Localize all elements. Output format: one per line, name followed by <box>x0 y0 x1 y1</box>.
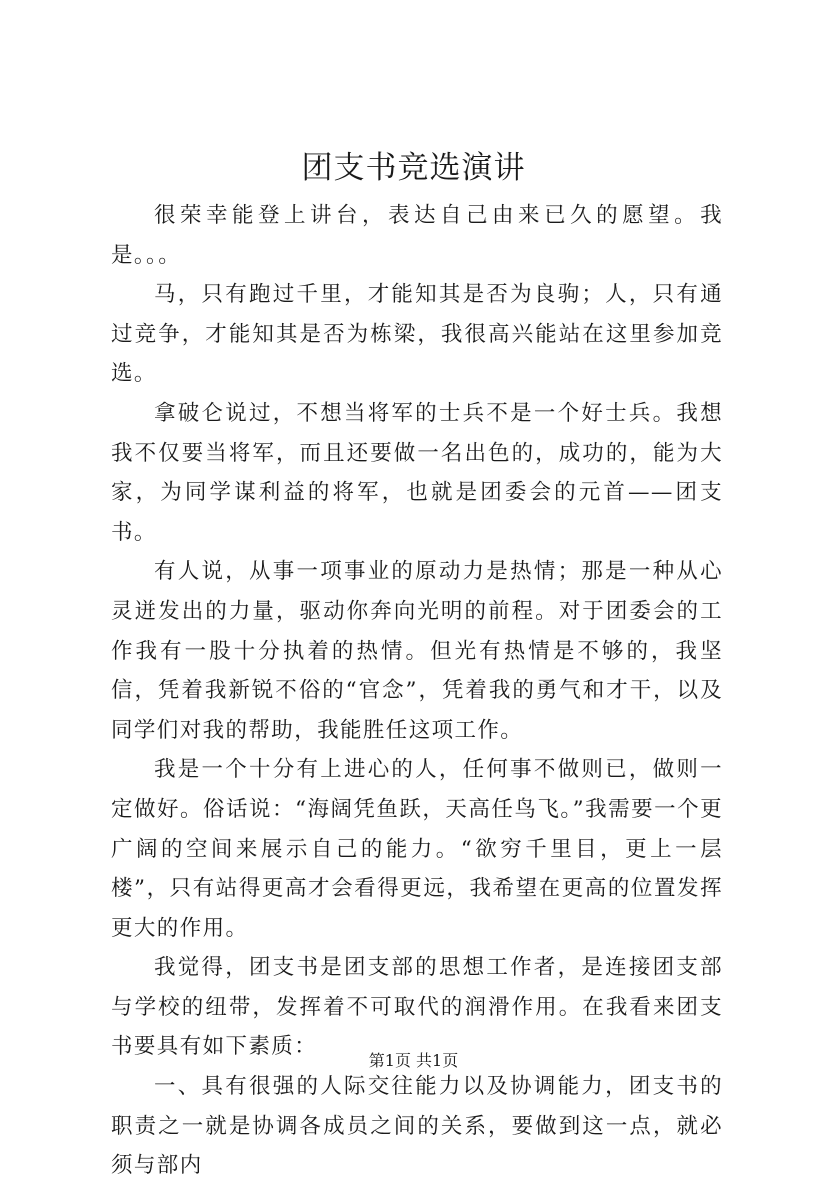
page-footer: 第1页 共1页 <box>368 1051 459 1070</box>
paragraph: 我觉得，团支书是团支部的思想工作者，是连接团支部与学校的纽带，发挥着不可取代的润滑作用。在我看来团支书要具有如下素质： <box>111 955 723 1060</box>
paragraph: 一、具有很强的人际交往能力以及协调能力，团支书的职责之一就是协调各成员之间的关系，要做到这一点，就必须与部内 <box>111 1074 723 1179</box>
page-title: 团支书竞选演讲 <box>301 150 526 186</box>
paragraph: 我是一个十分有上进心的人，任何事不做则已，做则一定做好。俗话说：“海阔凭鱼跃，天高任鸟飞。”我需要一个更广阔的空间来展示自己的能力。“欲穷千里目，更上一层楼”，只有站得更高才会看得更远，我希望在更高的位置发挥更大的作用。 <box>111 757 723 941</box>
paragraph: 马，只有跑过千里，才能知其是否为良驹；人，只有通过竞争，才能知其是否为栋梁，我很高兴能站在这里参加竞选。 <box>111 282 723 387</box>
paragraph: 有人说，从事一项事业的原动力是热情；那是一种从心灵迸发出的力量，驱动你奔向光明的前程。对于团委会的工作我有一股十分执着的热情。但光有热情是不够的，我坚信，凭着我新锐不俗的“官念”，凭着我的勇气和才干，以及同学们对我的帮助，我能胜任这项工作。 <box>111 559 723 743</box>
paragraph: 拿破仑说过，不想当将军的士兵不是一个好士兵。我想我不仅要当将军，而且还要做一名出色的，成功的，能为大家，为同学谋利益的将军，也就是团委会的元首——团支书。 <box>111 400 723 545</box>
document-body <box>111 196 723 1186</box>
paragraph: 很荣幸能登上讲台，表达自己由来已久的愿望。我是。。。 <box>111 203 723 268</box>
